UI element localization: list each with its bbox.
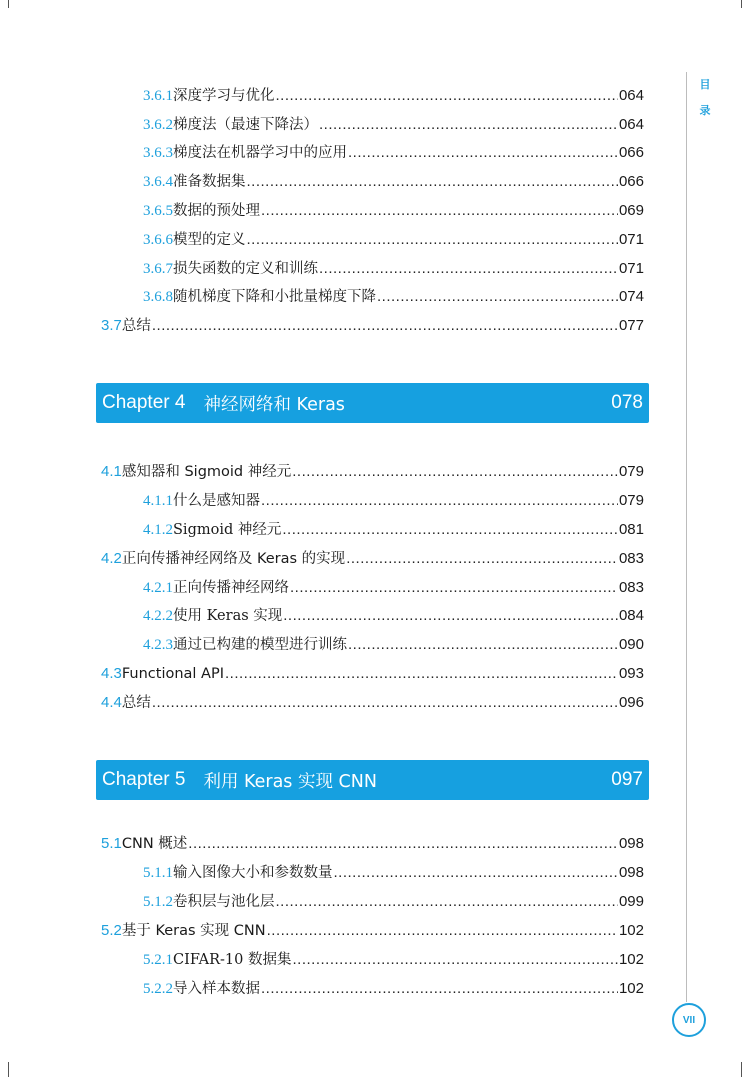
toc-entry-page: 064: [618, 87, 644, 104]
toc-entry[interactable]: [101, 919, 644, 943]
toc-entry-number: 5.1.2: [143, 894, 173, 910]
toc-entry-number: 3.6.2: [143, 117, 173, 133]
toc-entry[interactable]: [143, 948, 644, 972]
crop-mark-bottom-left: [8, 1062, 9, 1077]
toc-entry-page: 098: [618, 835, 644, 852]
chapter-header: [96, 760, 649, 800]
toc-entry-page: 071: [618, 260, 644, 277]
toc-entry-title: CNN 概述: [121, 836, 188, 852]
toc-leader-dots: [152, 314, 618, 338]
page-number-badge: VII: [672, 1003, 706, 1037]
toc-entry-number: 5.1.1: [143, 865, 173, 881]
toc-entry-title: 什么是感知器: [173, 493, 260, 509]
toc-entry-title: 正向传播神经网络: [173, 580, 289, 596]
toc-entry-page: 083: [618, 550, 644, 567]
toc-entry[interactable]: [143, 285, 644, 309]
toc-leader-dots: [247, 228, 618, 252]
toc-entry-title: 导入样本数据: [173, 981, 260, 997]
chapter-label: Chapter 4: [102, 392, 186, 413]
crop-mark-top-right: [741, 0, 742, 8]
toc-entry-number: 3.7: [101, 317, 122, 334]
toc-entry-page: 079: [618, 492, 644, 509]
toc-entry-title: 感知器和 Sigmoid 神经元: [121, 464, 292, 480]
toc-entry[interactable]: [101, 662, 644, 686]
toc-leader-dots: [276, 890, 618, 914]
toc-leader-dots: [267, 919, 618, 943]
toc-entry-number: 3.6.4: [143, 174, 173, 190]
toc-leader-dots: [225, 662, 618, 686]
toc-entry-title: CIFAR-10 数据集: [173, 952, 292, 968]
chapter-title: 利用 Keras 实现 CNN: [203, 771, 377, 792]
toc-entry-page: 093: [618, 665, 644, 682]
toc-leader-dots: [247, 170, 618, 194]
toc-entry[interactable]: [143, 861, 644, 885]
toc-leader-dots: [292, 460, 618, 484]
toc-entry-title: 随机梯度下降和小批量梯度下降: [173, 289, 376, 305]
toc-entry-number: 4.1.2: [143, 522, 173, 538]
toc-entry-title: 卷积层与池化层: [173, 894, 275, 910]
toc-entry-page: 102: [618, 980, 644, 997]
toc-entry-title: 深度学习与优化: [173, 88, 275, 104]
toc-entry-page: 069: [618, 202, 644, 219]
toc-entry-number: 4.2: [101, 550, 122, 567]
toc-entry-title: 正向传播神经网络及 Keras 的实现: [121, 551, 346, 567]
toc-entry-number: 4.2.2: [143, 608, 173, 624]
toc-entry-title: Functional API: [121, 666, 224, 682]
toc-entry-title: 总结: [121, 318, 151, 334]
toc-entry-page: 084: [618, 607, 644, 624]
toc-leader-dots: [282, 518, 618, 542]
toc-leader-dots: [377, 285, 618, 309]
toc-entry-page: 081: [618, 521, 644, 538]
toc-entry-number: 3.6.6: [143, 232, 173, 248]
toc-entry-page: 074: [618, 288, 644, 305]
toc-entry-number: 4.4: [101, 694, 122, 711]
toc-leader-dots: [152, 691, 618, 715]
toc-entry-title: 梯度法（最速下降法）: [173, 117, 318, 133]
toc-entry[interactable]: [143, 84, 644, 108]
toc-entry-page: 099: [618, 893, 644, 910]
toc-entry[interactable]: [101, 832, 644, 856]
toc-entry-title: 使用 Keras 实现: [173, 608, 283, 624]
chapter-page: 078: [611, 392, 643, 413]
toc-entry-number: 5.2.1: [143, 952, 173, 968]
toc-entry-number: 4.1.1: [143, 493, 173, 509]
toc-entry-title: 数据的预处理: [173, 203, 260, 219]
toc-entry-title: 准备数据集: [173, 174, 246, 190]
toc-entry-number: 3.6.1: [143, 88, 173, 104]
toc-leader-dots: [346, 547, 618, 571]
toc-entry-number: 5.2.2: [143, 981, 173, 997]
toc-entry[interactable]: [143, 228, 644, 252]
toc-leader-dots: [261, 489, 618, 513]
side-label-char-1: 目: [699, 78, 711, 91]
toc-entry-number: 3.6.7: [143, 261, 173, 277]
toc-entry[interactable]: [143, 141, 644, 165]
toc-entry-page: 066: [618, 144, 644, 161]
toc-entry-title: 损失函数的定义和训练: [173, 261, 318, 277]
toc-entry-title: 输入图像大小和参数数量: [173, 865, 333, 881]
toc-leader-dots: [261, 199, 618, 223]
toc-leader-dots: [348, 633, 618, 657]
toc-entry[interactable]: [143, 518, 644, 542]
side-label-char-2: 录: [699, 104, 711, 117]
toc-entry-title: 基于 Keras 实现 CNN: [121, 923, 266, 939]
toc-entry[interactable]: [143, 633, 644, 657]
toc-entry[interactable]: [143, 977, 644, 1001]
toc-entry[interactable]: [101, 460, 644, 484]
chapter-page: 097: [611, 769, 643, 790]
toc-entry-title: 梯度法在机器学习中的应用: [173, 145, 347, 161]
toc-entry[interactable]: [101, 314, 644, 338]
toc-entry-title: 总结: [121, 695, 151, 711]
toc-entry-number: 4.1: [101, 463, 122, 480]
toc-entry-number: 3.6.8: [143, 289, 173, 305]
toc-entry[interactable]: [143, 489, 644, 513]
toc-entry[interactable]: [143, 199, 644, 223]
toc-leader-dots: [292, 948, 617, 972]
toc-entry[interactable]: [143, 257, 644, 281]
toc-entry-number: 4.3: [101, 665, 122, 682]
toc-entry-page: 102: [618, 922, 644, 939]
toc-leader-dots: [283, 604, 618, 628]
toc-entry-page: 066: [618, 173, 644, 190]
toc-leader-dots: [261, 977, 618, 1001]
toc-entry-number: 4.2.3: [143, 637, 173, 653]
toc-leader-dots: [290, 576, 618, 600]
toc-entry-page: 090: [618, 636, 644, 653]
chapter-label: Chapter 5: [102, 769, 186, 790]
toc-entry-title: 模型的定义: [173, 232, 246, 248]
toc-entry-number: 5.2: [101, 922, 122, 939]
chapter-header: [96, 383, 649, 423]
toc-leader-dots: [334, 861, 618, 885]
toc-leader-dots: [276, 84, 618, 108]
toc-entry-number: 3.6.3: [143, 145, 173, 161]
toc-entry-number: 4.2.1: [143, 580, 173, 596]
margin-rule: [686, 72, 687, 1002]
toc-entry[interactable]: [143, 113, 644, 137]
toc-entry-title: 通过已构建的模型进行训练: [173, 637, 347, 653]
toc-leader-dots: [188, 832, 618, 856]
toc-entry[interactable]: [143, 890, 644, 914]
crop-mark-top-left: [8, 0, 9, 8]
toc-entry[interactable]: [143, 576, 644, 600]
toc-leader-dots: [319, 113, 618, 137]
toc-entry-page: 079: [618, 463, 644, 480]
toc-entry-page: 064: [618, 116, 644, 133]
chapter-title: 神经网络和 Keras: [203, 394, 345, 415]
toc-entry[interactable]: [101, 691, 644, 715]
toc-entry-page: 077: [618, 317, 644, 334]
toc-entry-page: 096: [618, 694, 644, 711]
toc-leader-dots: [319, 257, 618, 281]
toc-entry-title: Sigmoid 神经元: [173, 522, 282, 538]
toc-entry[interactable]: [101, 547, 644, 571]
toc-entry-page: 071: [618, 231, 644, 248]
toc-entry-number: 5.1: [101, 835, 122, 852]
toc-entry[interactable]: [143, 604, 644, 628]
toc-entry-page: 083: [618, 579, 644, 596]
toc-entry-number: 3.6.5: [143, 203, 173, 219]
toc-entry[interactable]: [143, 170, 644, 194]
toc-entry-page: 098: [618, 864, 644, 881]
toc-entry-page: 102: [618, 951, 644, 968]
crop-mark-bottom-right: [741, 1062, 742, 1077]
toc-leader-dots: [348, 141, 618, 165]
